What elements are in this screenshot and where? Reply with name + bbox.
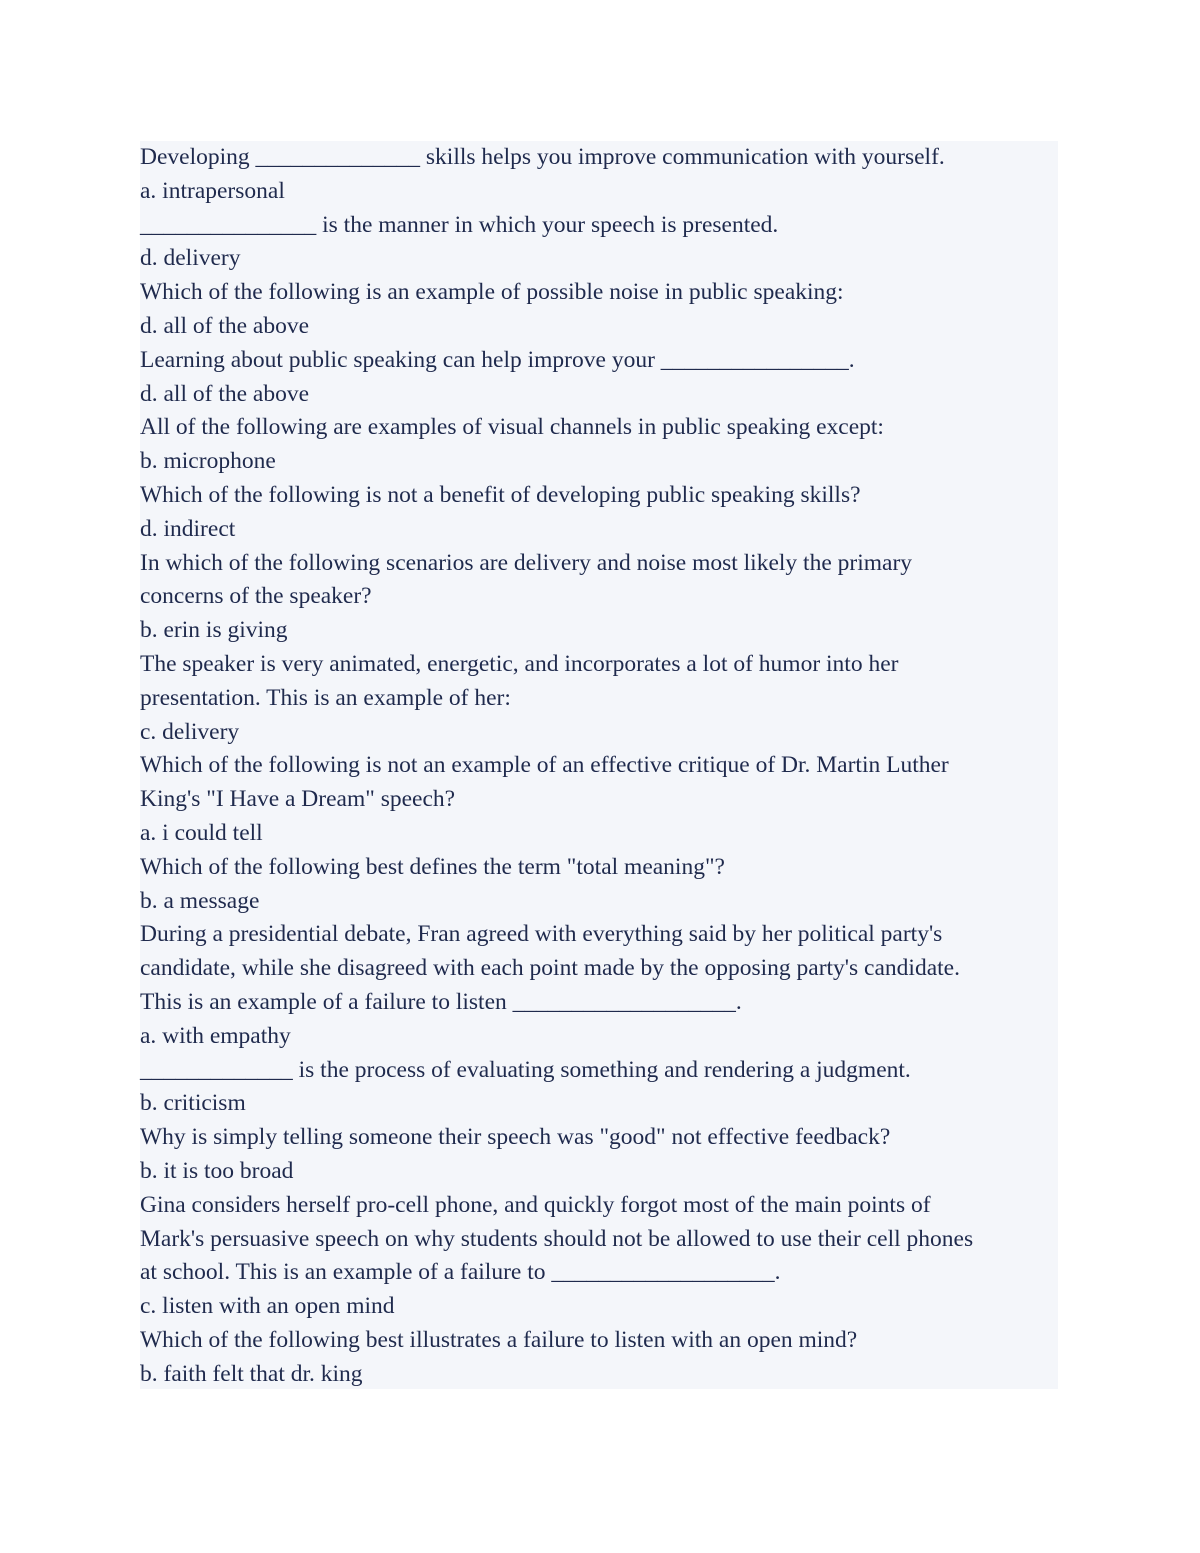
qa-content-block	[140, 141, 1058, 1389]
question-line-continued: King's "I Have a Dream" speech?	[140, 786, 456, 813]
answer-line: a. with empathy	[140, 1022, 291, 1049]
answer-line: b. faith felt that dr. king	[140, 1360, 363, 1387]
question-line: Learning about public speaking can help improve your ________________.	[140, 346, 855, 373]
question-line: _____________ is the process of evaluating something and rendering a judgment.	[140, 1056, 911, 1083]
question-line-continued: Mark's persuasive speech on why students should not be allowed to use their cell phones	[140, 1225, 974, 1252]
question-line-continued: concerns of the speaker?	[140, 583, 372, 610]
answer-line: d. delivery	[140, 245, 241, 272]
question-line: _______________ is the manner in which your speech is presented.	[140, 211, 779, 238]
question-line-continued: This is an example of a failure to listen ___________________.	[140, 988, 742, 1015]
answer-line: b. erin is giving	[140, 617, 288, 644]
question-line: Which of the following best defines the term "total meaning"?	[140, 853, 725, 880]
answer-line: b. criticism	[140, 1090, 246, 1117]
question-line: All of the following are examples of visual channels in public speaking except:	[140, 414, 884, 441]
answer-line: c. delivery	[140, 718, 240, 745]
question-line: Which of the following is not a benefit of developing public speaking skills?	[140, 481, 861, 508]
question-line-continued: at school. This is an example of a failure to ___________________.	[140, 1259, 781, 1286]
question-line: Which of the following best illustrates a failure to listen with an open mind?	[140, 1326, 858, 1353]
answer-line: a. i could tell	[140, 819, 263, 846]
question-line: In which of the following scenarios are delivery and noise most likely the primary	[140, 549, 913, 576]
question-line: Gina considers herself pro-cell phone, and quickly forgot most of the main points of	[140, 1191, 931, 1218]
question-line: Why is simply telling someone their speech was "good" not effective feedback?	[140, 1124, 891, 1151]
question-line: During a presidential debate, Fran agreed with everything said by her political party's	[140, 921, 943, 948]
answer-line: d. indirect	[140, 515, 236, 542]
question-line: Which of the following is an example of possible noise in public speaking:	[140, 279, 844, 306]
question-line-continued: candidate, while she disagreed with each point made by the opposing party's candidate.	[140, 955, 960, 982]
answer-line: b. a message	[140, 887, 260, 914]
answer-line: c. listen with an open mind	[140, 1293, 395, 1320]
question-line: The speaker is very animated, energetic, and incorporates a lot of humor into her	[140, 650, 899, 677]
question-line: Which of the following is not an example of an effective critique of Dr. Martin Luther	[140, 752, 949, 779]
qa-list	[140, 141, 1058, 1391]
answer-line: d. all of the above	[140, 380, 310, 407]
question-line-continued: presentation. This is an example of her:	[140, 684, 511, 711]
answer-line: d. all of the above	[140, 312, 310, 339]
answer-line: b. microphone	[140, 448, 276, 475]
answer-line: a. intrapersonal	[140, 177, 285, 204]
answer-line: b. it is too broad	[140, 1157, 294, 1184]
question-line: Developing ______________ skills helps you improve communication with yourself.	[140, 144, 945, 170]
